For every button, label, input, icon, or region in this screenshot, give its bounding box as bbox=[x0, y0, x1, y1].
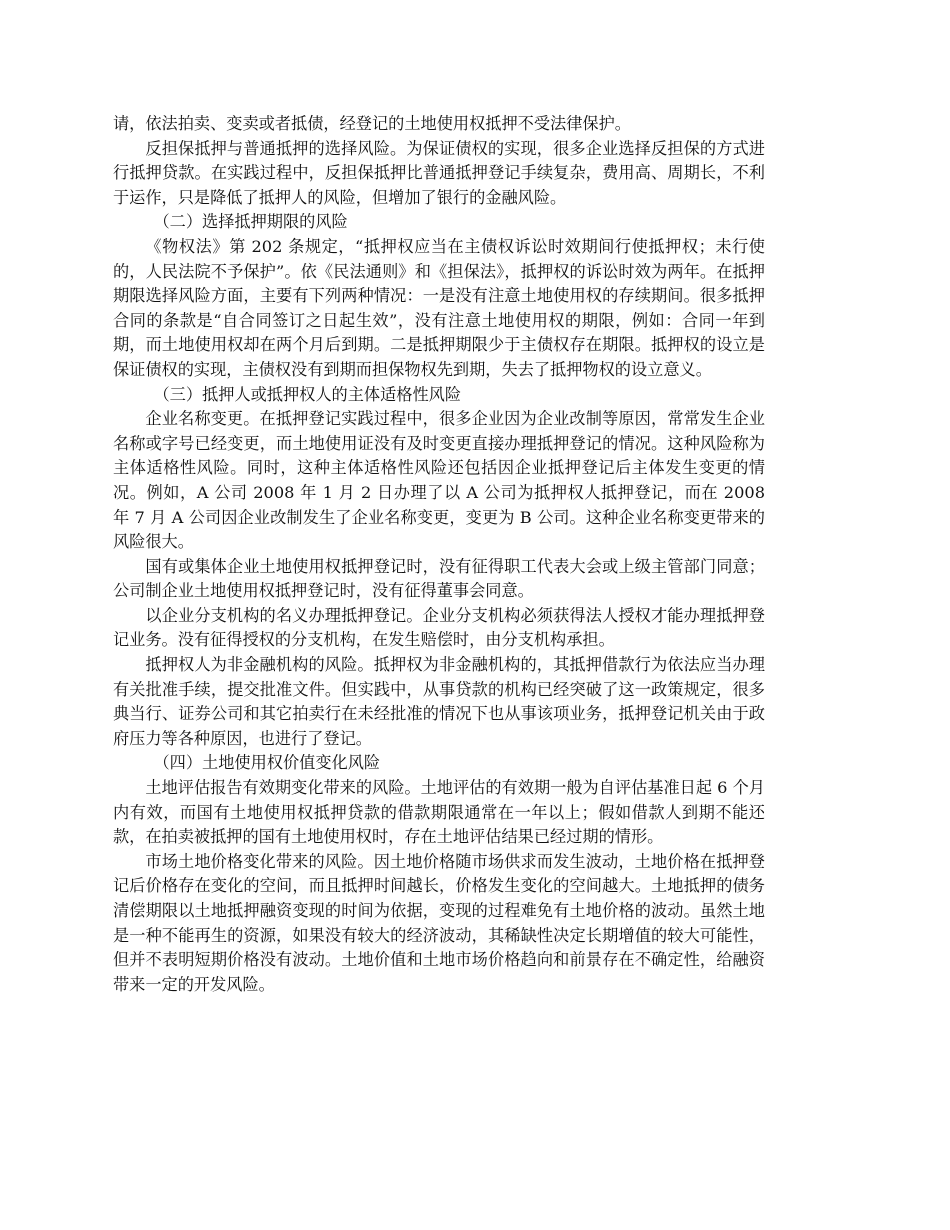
paragraph-mortgage-term: 《物权法》第 202 条规定，“抵押权应当在主债权诉讼时效期间行使抵押权；未行使的，人民法院不予保护”。依《民法通则》和《担保法》，抵押权的诉讼时效为两年。在抵押期限选择风险方面，主要有下列两种情况：一是没有注意土地使用权的存续期间。很多抵押合同的条款是“自合同签订之日起生效”，没有注意土地使用权的期限，例如：合同一年到期，而土地使用权却在两个月后到期。二是抵押期限少于主债权存在期限。抵押权的设立是保证债权的实现，主债权没有到期而担保物权先到期，失去了抵押物权的设立意义。 bbox=[113, 236, 765, 379]
paragraph-market-price-change: 市场土地价格变化带来的风险。因土地价格随市场供求而发生波动，土地价格在抵押登记后价格存在变化的空间，而且抵押时间越长，价格发生变化的空间越大。土地抵押的债务清偿期限以土地抵押融资变现的时间为依据，变现的过程难免有土地价格的波动。虽然土地是一种不能再生的资源，如果没有较大的经济波动，其稀缺性决定长期增值的较大可能性，但并不表明短期价格没有波动。土地价值和土地市场价格趋向和前景存在不确定性，给融资带来一定的开发风险。 bbox=[113, 851, 765, 994]
paragraph-branch-authorization: 以企业分支机构的名义办理抵押登记。企业分支机构必须获得法人授权才能办理抵押登记业务。没有征得授权的分支机构，在发生赔偿时，由分支机构承担。 bbox=[113, 605, 765, 650]
paragraph-appraisal-validity: 土地评估报告有效期变化带来的风险。土地评估的有效期一般为自评估基准日起 6 个月内有效，而国有土地使用权抵押贷款的借款期限通常在一年以上；假如借款人到期不能还款，在拍卖被抵押的国有土地使用权时，存在土地评估结果已经过期的情形。 bbox=[113, 778, 765, 847]
section-heading-4: （四）土地使用权价值变化风险 bbox=[153, 753, 381, 773]
paragraph-continuation: 请，依法拍卖、变卖或者抵债，经登记的土地使用权抵押不受法律保护。 bbox=[113, 114, 631, 133]
paragraph-name-change: 企业名称变更。在抵押登记实践过程中，很多企业因为企业改制等原因，常常发生企业名称或字号已经变更，而土地使用证没有及时变更直接办理抵押登记的情况。这种风险称为主体适格性风险。同时，这种主体适格性风险还包括因企业抵押登记后主体发生变更的情况。例如，A 公司 2008 年 1 月 2 日办理了以 A 公司为抵押权人抵押登记，而在 2008 年 7 月 A 公司因企业改制发生了企业名称变更，变更为 B 公司。这种企业名称变更带来的风险很大。 bbox=[113, 409, 765, 552]
section-heading-3: （三）抵押人或抵押权人的主体适格性风险 bbox=[153, 384, 462, 404]
document-page bbox=[113, 112, 765, 997]
section-heading-2: （二）选择抵押期限的风险 bbox=[153, 212, 348, 232]
paragraph-non-financial-mortgagee: 抵押权人为非金融机构的风险。抵押权为非金融机构的，其抵押借款行为依法应当办理有关批准手续，提交批准文件。但实践中，从事贷款的机构已经突破了这一政策规定，很多典当行、证券公司和其它拍卖行在未经批准的情况下也从事该项业务，抵押登记机关由于政府压力等各种原因，也进行了登记。 bbox=[113, 655, 765, 748]
paragraph-state-owned-approval: 国有或集体企业土地使用权抵押登记时，没有征得职工代表大会或上级主管部门同意；公司制企业土地使用权抵押登记时，没有征得董事会同意。 bbox=[113, 556, 765, 601]
paragraph-counter-guarantee-risk: 反担保抵押与普通抵押的选择风险。为保证债权的实现，很多企业选择反担保的方式进行抵押贷款。在实践过程中，反担保抵押比普通抵押登记手续复杂，费用高、周期长，不利于运作，只是降低了抵押人的风险，但增加了银行的金融风险。 bbox=[113, 138, 765, 207]
